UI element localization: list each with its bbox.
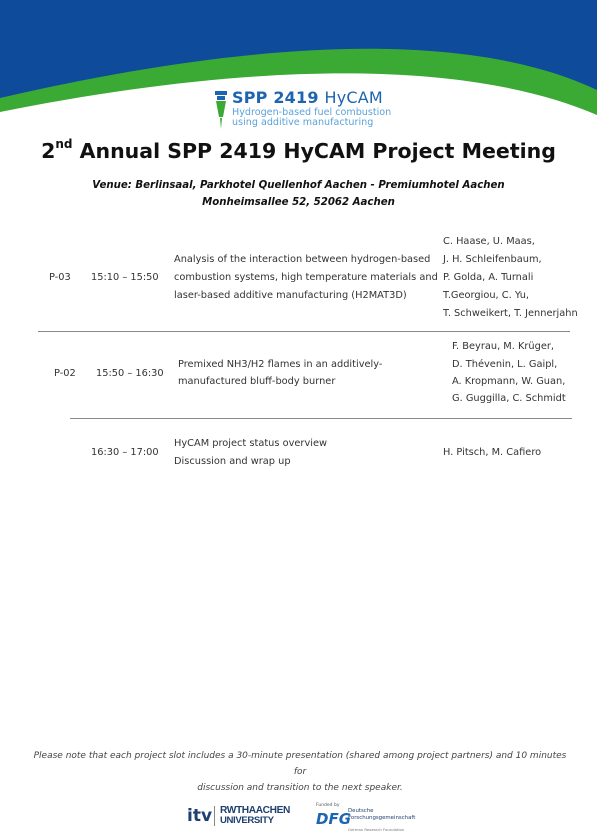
schedule-note <box>30 748 570 796</box>
talk-title-line: Premixed NH3/H2 flames in an additively- <box>178 359 383 370</box>
speaker-line: J. H. Schleifenbaum, <box>443 254 542 265</box>
talk-title-line: Discussion and wrap up <box>174 456 291 467</box>
talk-title-line: combustion systems, high temperature materials and <box>174 272 438 283</box>
speaker-line: T. Schweikert, T. Jennerjahn <box>443 308 578 319</box>
note-line1: Please note that each project slot includes a 30-minute presentation (shared among project partners) and 10 minutes for <box>33 751 567 777</box>
project-id: P-02 <box>54 368 76 379</box>
time-slot: 16:30 – 17:00 <box>91 447 159 458</box>
speaker-line: D. Thévenin, L. Gaipl, <box>452 359 558 370</box>
speaker-line: H. Pitsch, M. Cafiero <box>443 447 542 458</box>
talk-title-line: HyCAM project status overview <box>174 438 328 449</box>
talk-title-line: Analysis of the interaction between hydrogen-based <box>174 254 431 265</box>
time-slot: 15:10 – 15:50 <box>91 272 159 283</box>
note-line2: discussion and transition to the next speaker. <box>197 783 403 793</box>
hycam-logo <box>214 89 414 135</box>
speaker-line: C. Haase, U. Maas, <box>443 236 535 247</box>
funded-by-label: Funded by <box>316 803 340 808</box>
nozzle-icon <box>214 91 228 131</box>
page-title: 2nd Annual SPP 2419 HyCAM Project Meeting <box>41 137 556 163</box>
speaker-line: T.Georgiou, C. Yu, <box>443 290 530 301</box>
dfg-english-name: German Research Foundation <box>348 827 405 832</box>
time-slot: 15:50 – 16:30 <box>96 368 164 379</box>
talk-title-line: laser-based additive manufacturing (H2MAT3D) <box>174 290 407 301</box>
dfg-name: Deutsche Forschungsgemeinschaft <box>348 808 416 821</box>
talk-title-line: manufactured bluff-body burner <box>178 376 336 387</box>
logo-subtitle-line1: Hydrogen-based fuel combustion <box>232 107 392 118</box>
row-divider <box>38 331 570 332</box>
venue-line1: Venue: Berlinsaal, Parkhotel Quellenhof Aachen - Premiumhotel Aachen <box>92 180 505 191</box>
logo-subtitle-line2: using additive manufacturing <box>232 117 374 128</box>
speaker-line: G. Guggilla, C. Schmidt <box>452 393 566 404</box>
logo-title: SPP 2419 HyCAM <box>232 88 383 107</box>
project-id: P-03 <box>49 272 71 283</box>
rwth-aachen-logo: RWTHAACHEN UNIVERSITY <box>220 805 290 826</box>
row-divider <box>70 418 572 419</box>
speaker-line: P. Golda, A. Turnali <box>443 272 534 283</box>
logo-separator <box>214 806 215 826</box>
speaker-line: F. Beyrau, M. Krüger, <box>452 341 555 352</box>
itv-logo: itv <box>187 806 213 826</box>
speaker-line: A. Kropmann, W. Guan, <box>452 376 566 387</box>
venue-address: Monheimsallee 52, 52062 Aachen <box>202 197 395 208</box>
dfg-logo: DFG <box>316 810 352 828</box>
